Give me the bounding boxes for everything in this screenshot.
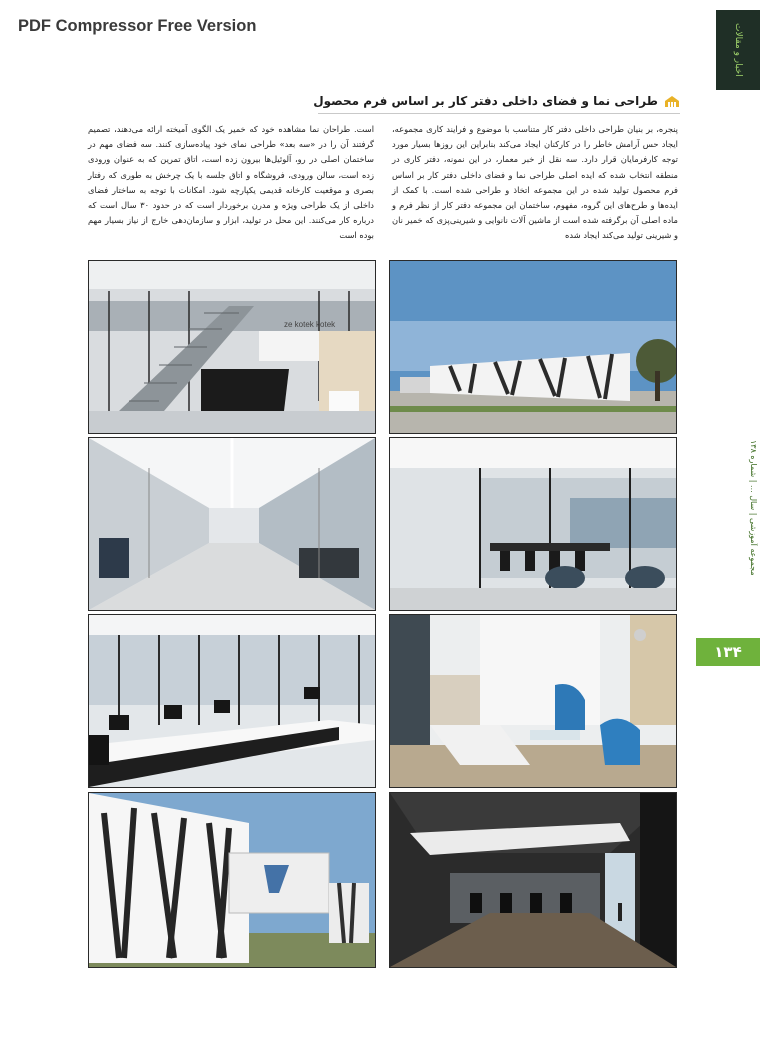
- title-divider: [318, 113, 680, 114]
- watermark: PDF Compressor Free Version: [18, 17, 257, 35]
- article-header: [313, 94, 680, 108]
- page-number: ۱۳۴: [696, 638, 760, 666]
- photo-dark-corridor-office: [389, 792, 677, 968]
- photo-facade-entrance-logo: [88, 792, 376, 968]
- photo-facade-exterior: [389, 260, 677, 434]
- photo-lobby-staircase: [88, 260, 376, 434]
- issue-caption: مجموعه آموزشی | سال ... | شماره ۱۳۸: [749, 440, 758, 576]
- section-tab[interactable]: [716, 10, 760, 90]
- article-column-left: است. طراحان نما مشاهده خود که خمیر یک الگوی آمیخته ارائه می‌دهند، تصمیم گرفتند آن را در «سه بعد» طراحی نمای خود پیاده‌سازی کنند. سه فضای مهم در ساختمان اصلی در رو، آلوئیل‌ها بیرون زده است، اتاق تمرین که به عنوان ورودی زده است، سالن ورودی، فروشگاه و اتاق جلسه با یک چرخش به طوری که رفتار بصری و موقعیت کارخانه قدیمی یکپارچه شود. امکانات با توجه به ساختار فضای داخلی از یک طراحی ویژه و مدرن برخوردار است که در حدود ۳۰ سال است که درباره کار می‌کنند. این محل در تولید، ابزار و سازمان‌دهی خارج از نیاز بسیار مهم بوده است: [88, 124, 374, 241]
- section-tab-label: اخبار و مقالات: [733, 23, 743, 77]
- photo-open-office-desks: [88, 614, 376, 788]
- building-icon: [664, 95, 680, 108]
- photo-glass-corridor: [88, 437, 376, 611]
- photo-lounge-blue-chairs: [389, 614, 677, 788]
- lobby-sign-text: ze kotek kotek: [284, 320, 336, 329]
- article-column-right: پنجره، بر بنیان طراحی داخلی دفتر کار متناسب با موضوع و فرایند کاری مجموعه، ایجاد حس آرامش خاطر را در کارکنان ایجاد می‌کند بنابراین این روزها بسیار مورد توجه کارفرمایان قرار دارد. سه نقل از خبر معمار، در این نمونه، دفتر کاری در منطقه انتخاب شده که ایده اصلی طراحی نما و فضای داخلی دفتر کار بر اساس فرم محصول تولید شده در این مجموعه اتخاذ و طراحی شده است. با کمک از ایده‌ها و طرح‌های این گروه، مفهوم، ساختمان این مجموعه دفتر کار از نظر فرم و ماده اصلی آن برگرفته شده است از ماشین آلات نانوایی و شیرینی‌پزی که خمیر نان و شیرینی تولید می‌کند ایجاد شده: [392, 124, 678, 241]
- photo-glass-meeting-room: [389, 437, 677, 611]
- article-title: طراحی نما و فضای داخلی دفتر کار بر اساس فرم محصول: [313, 94, 658, 108]
